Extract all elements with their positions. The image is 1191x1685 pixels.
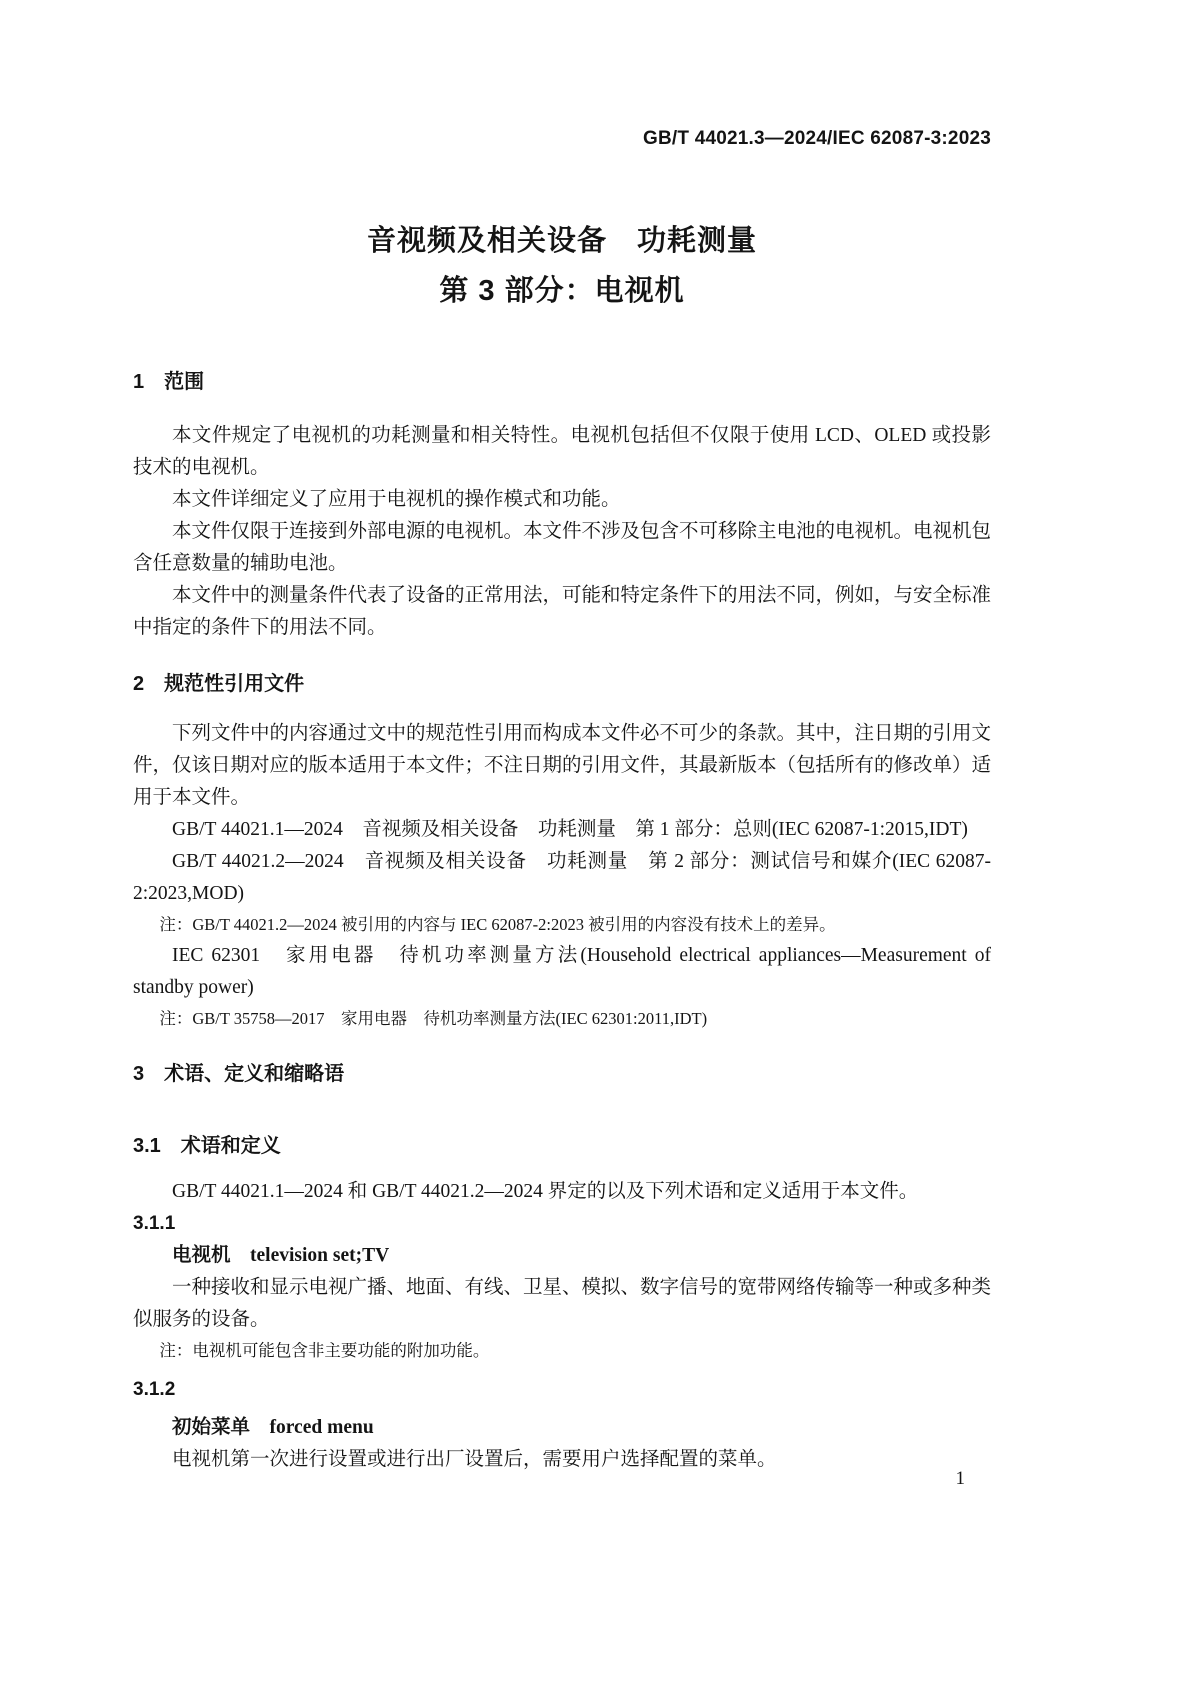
reference-note-1: 注：GB/T 44021.2—2024 被引用的内容与 IEC 62087-2:2023 被引用的内容没有技术上的差异。 bbox=[159, 915, 836, 934]
section-2-body bbox=[133, 718, 991, 1034]
term-3-1-1-title: 电视机 television set;TV bbox=[172, 1245, 390, 1266]
term-3-1-2-definition: 电视机第一次进行设置或进行出厂设置后，需要用户选择配置的菜单。 bbox=[172, 1449, 777, 1470]
scope-paragraph-3: 本文件仅限于连接到外部电源的电视机。本文件不涉及包含不可移除主电池的电视机。电视机包含任意数量的辅助电池。 bbox=[133, 521, 992, 574]
page-number: 1 bbox=[955, 1468, 965, 1489]
term-entry-3-1-1 bbox=[133, 1208, 991, 1366]
term-3-1-1-definition: 一种接收和显示电视广播、地面、有线、卫星、模拟、数字信号的宽带网络传输等一种或多种类似服务的设备。 bbox=[133, 1277, 992, 1330]
doc-title-line1: 音视频及相关设备 功耗测量 bbox=[366, 225, 757, 257]
term-entry-3-1-2 bbox=[133, 1374, 991, 1476]
doc-title-line2: 第 3 部分：电视机 bbox=[439, 275, 685, 307]
section-1-heading: 1 范围 bbox=[133, 371, 205, 393]
reference-gbt-44021-1: GB/T 44021.1—2024 音视频及相关设备 功耗测量 第 1 部分：总则(IEC 62087-1:2015,IDT) bbox=[172, 819, 968, 840]
reference-gbt-44021-2: GB/T 44021.2—2024 音视频及相关设备 功耗测量 第 2 部分：测试信号和媒介(IEC 62087-2:2023,MOD) bbox=[133, 851, 991, 904]
reference-note-2: 注：GB/T 35758—2017 家用电器 待机功率测量方法(IEC 62301:2011,IDT) bbox=[159, 1009, 708, 1028]
scope-paragraph-1: 本文件规定了电视机的功耗测量和相关特性。电视机包括但不仅限于使用 LCD、OLED 或投影技术的电视机。 bbox=[133, 425, 991, 478]
term-3-1-2-title: 初始菜单 forced menu bbox=[172, 1417, 374, 1438]
section-3-1-heading: 3.1 术语和定义 bbox=[133, 1135, 281, 1157]
scope-paragraph-4: 本文件中的测量条件代表了设备的正常用法，可能和特定条件下的用法不同，例如，与安全标准中指定的条件下的用法不同。 bbox=[133, 585, 992, 638]
section-1-body bbox=[133, 420, 991, 644]
terms-intro: GB/T 44021.1—2024 和 GB/T 44021.2—2024 界定的以及下列术语和定义适用于本文件。 bbox=[172, 1181, 919, 1202]
section-2-heading: 2 规范性引用文件 bbox=[133, 673, 305, 695]
term-3-1-1-note: 注：电视机可能包含非主要功能的附加功能。 bbox=[159, 1341, 490, 1360]
doc-title bbox=[133, 216, 991, 316]
reference-iec-62301: IEC 62301 家用电器 待机功率测量方法(Household electrical appliances—Measurement of standby power) bbox=[133, 945, 991, 998]
term-3-1-1-number: 3.1.1 bbox=[133, 1213, 176, 1234]
section-3-heading: 3 术语、定义和缩略语 bbox=[133, 1063, 345, 1085]
scope-paragraph-2: 本文件详细定义了应用于电视机的操作模式和功能。 bbox=[172, 489, 621, 510]
doc-number: GB/T 44021.3—2024/IEC 62087-3:2023 bbox=[643, 128, 991, 149]
page-content bbox=[133, 0, 991, 1476]
references-intro: 下列文件中的内容通过文中的规范性引用而构成本文件必不可少的条款。其中，注日期的引用文件，仅该日期对应的版本适用于本文件；不注日期的引用文件，其最新版本（包括所有的修改单）适用于本文件。 bbox=[133, 723, 992, 808]
term-3-1-2-number: 3.1.2 bbox=[133, 1379, 176, 1400]
